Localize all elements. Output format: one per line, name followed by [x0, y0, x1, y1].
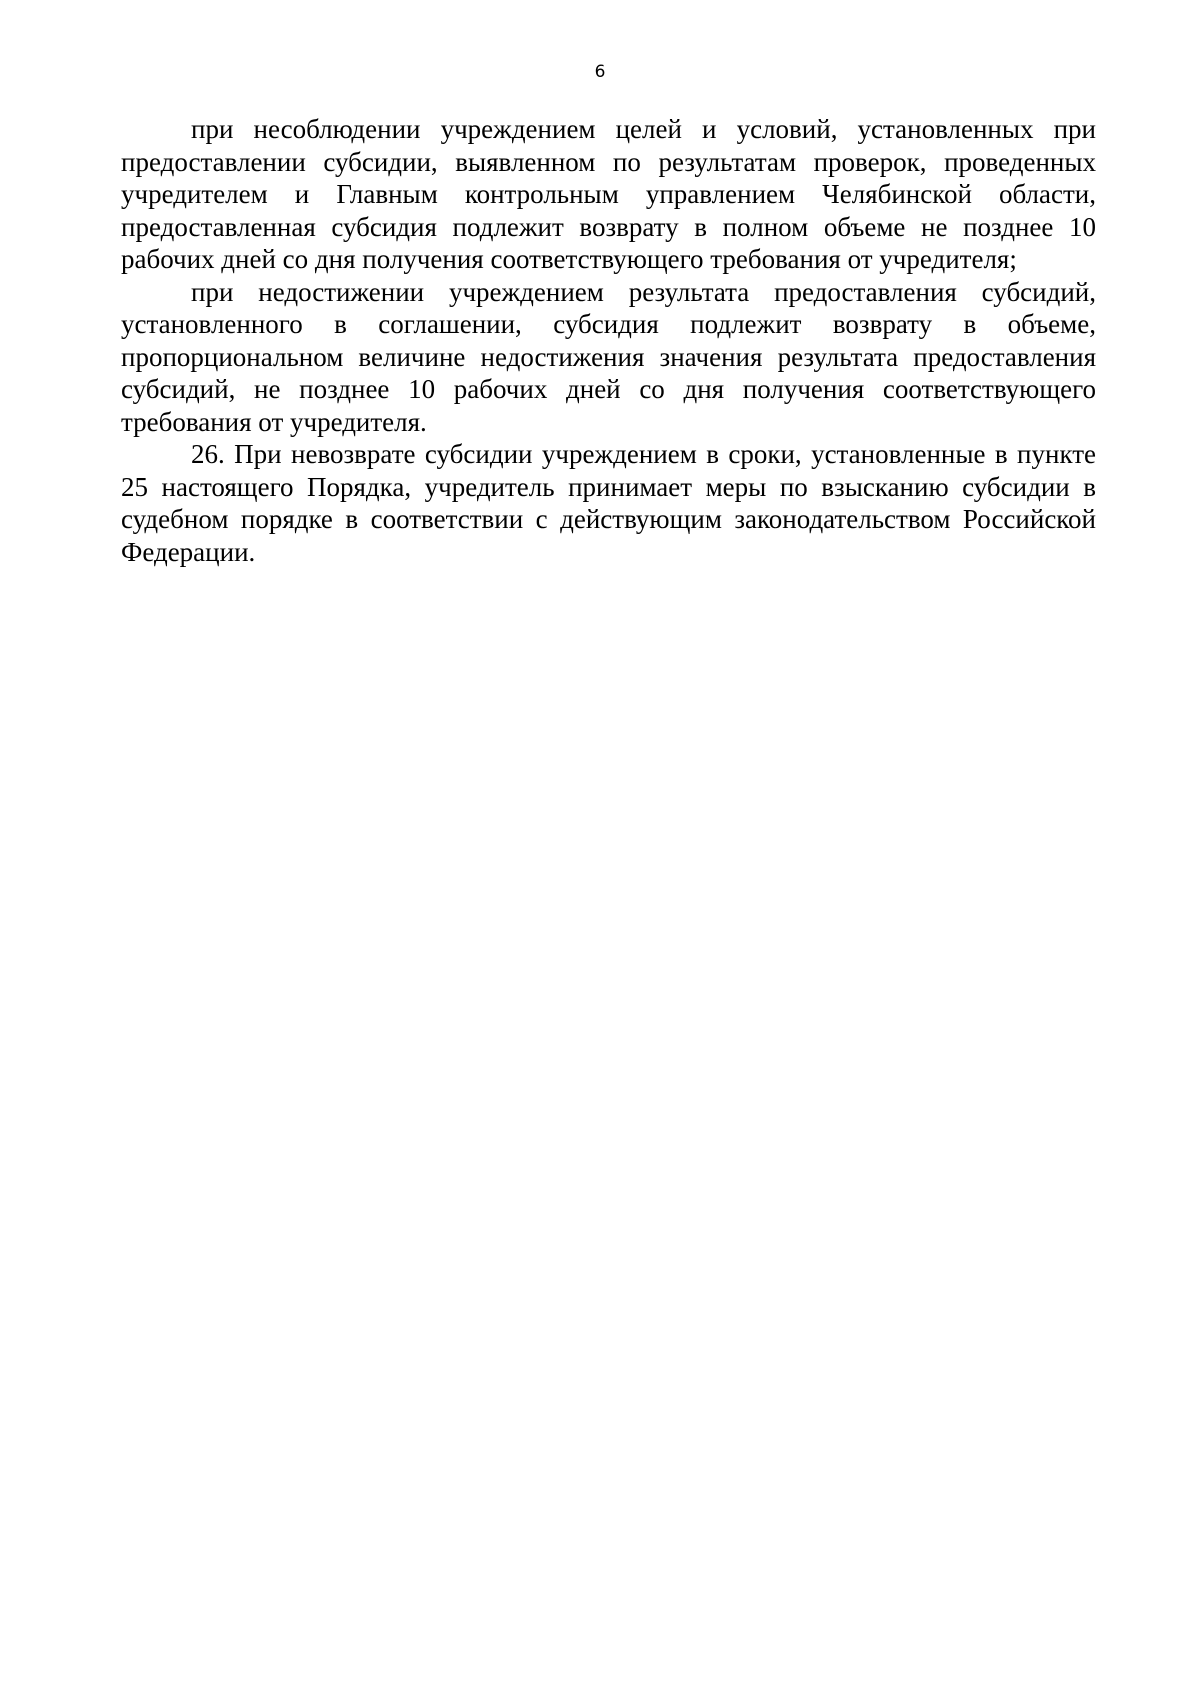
document-body	[121, 113, 1096, 568]
paragraph-refund-non-achievement: при недостижении учреждением результата предоставления субсидий, установленного в соглашении, субсидия подлежит возврату в объеме, пропорциональном величине недостижения значения результата предоставления субсидий, не позднее 10 рабочих дней со дня получения соответствующего требования от учредителя.	[121, 276, 1096, 437]
paragraph-item-26: 26. При невозврате субсидии учреждением в сроки, установленные в пункте 25 настоящего Порядка, учредитель принимает меры по взысканию субсидии в судебном порядке в соответствии с действующим законодательством Российской Федерации.	[121, 439, 1096, 567]
paragraph-refund-violation: при несоблюдении учреждением целей и условий, установленных при предоставлении субсидии, выявленном по результатам проверок, проведенных учредителем и Главным контрольным управлением Челябинской области, предоставленная субсидия подлежит возврату в полном объеме не позднее 10 рабочих дней со дня получения соответствующего требования от учредителя;	[121, 114, 1096, 274]
page-number: 6	[594, 62, 606, 82]
